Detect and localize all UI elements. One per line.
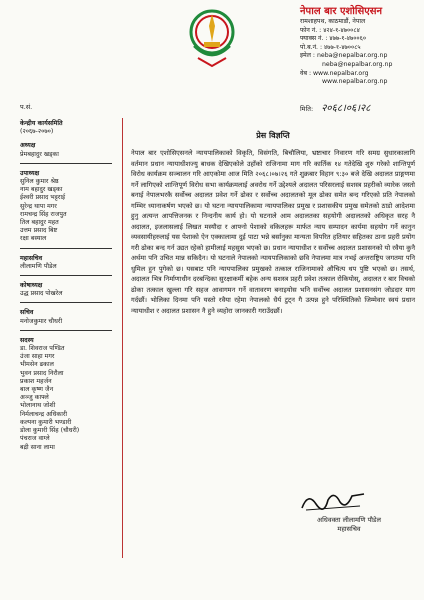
signer-block: [294, 516, 404, 534]
section-heading: उपाध्यक्ष: [20, 169, 40, 177]
section-heading: सदस्य: [20, 336, 34, 344]
divider: [20, 330, 112, 331]
nepal-bar-logo-icon: [188, 6, 236, 70]
org-pobox: पो.ब.नं. : ४७७-१-४७००८५: [300, 43, 361, 51]
member-name: सुरेन्द्र थापा मगर: [20, 202, 57, 210]
divider: [20, 163, 112, 164]
section-heading: अध्यक्ष: [20, 142, 36, 150]
section-heading: महासचिव: [20, 254, 43, 262]
committee-title: केन्द्रीय कार्यसमिति: [20, 120, 63, 127]
member-name: डा. शिवराज पण्डित: [20, 345, 65, 353]
member-name: उंजा साहा मगर: [20, 353, 55, 361]
divider: [20, 302, 112, 303]
org-address: रामशाहपथ, काठमाडौं, नेपाल: [300, 18, 366, 25]
org-email-row: [300, 52, 420, 61]
committee-term: (२०६७-२०७०): [20, 128, 54, 136]
member-name: भुवन प्रसाद निरौला: [20, 369, 64, 377]
divider: [20, 275, 112, 276]
reference-label: प.सं.: [20, 103, 33, 111]
member-name: रक्षा बस्याल: [20, 235, 47, 243]
org-contact-block: [300, 6, 420, 87]
signer-designation: महासचिव: [337, 525, 361, 533]
org-web-row: [300, 70, 420, 79]
member-name: मनोजकुमार चौधरी: [20, 317, 63, 325]
org-fax: फ्याक्स नं. : ४७७-१-४७००६०: [300, 35, 367, 43]
web-1[interactable]: www.nepalbar.org: [313, 69, 369, 77]
member-name: निर्मलाचन्द्र अधिकारी: [20, 410, 68, 418]
member-name: डोला कुमारी सिंह (चौधरी): [20, 427, 80, 435]
committee-sidebar: [20, 120, 115, 452]
date-row: [300, 100, 370, 114]
member-name: कल्पना कुमारी भण्डारी: [20, 418, 72, 426]
section-heading: कोषाध्यक्ष: [20, 282, 43, 290]
member-name: पंचराज वाग्ले: [20, 435, 50, 443]
member-name: तिल बहादुर महत: [20, 219, 59, 227]
vertical-divider: [122, 118, 123, 558]
org-name: नेपाल बार एशोसिएसन: [300, 6, 383, 17]
page-title: प्रेस विज्ञप्ति: [256, 131, 290, 140]
member-name: बद्री साना लामा: [20, 443, 55, 451]
date-value: २०६८।०६।२८: [321, 103, 371, 114]
member-name: लीलामणि पौडेल: [20, 262, 57, 270]
member-name: ईश्वरी प्रसाद भट्टराई: [20, 194, 66, 202]
member-name: अञ्जु काफ्ले: [20, 394, 49, 402]
member-name: भीमसेन ढकाल: [20, 361, 54, 369]
signature-icon: [298, 486, 368, 514]
signer-name: अधिवक्ता लीलामणि पौडेल: [317, 516, 381, 524]
member-name: उद्ध प्रसाद पोखरेल: [20, 290, 63, 298]
email-label: इमेल :: [300, 52, 315, 60]
member-name: रामचन्द्र सिंह राजपुत: [20, 210, 67, 218]
member-name: उत्तम प्रसाद बिष्ट: [20, 227, 58, 235]
email-1[interactable]: neba@nepalbar.org.np: [316, 52, 388, 60]
member-name: नाम बहादुर खड्का: [20, 186, 63, 194]
member-name: सुनिल कुमार श्रेष्ठ: [20, 178, 59, 186]
divider: [20, 248, 112, 249]
date-label: मिति:: [300, 105, 314, 113]
member-name: प्रकाश महर्जन: [20, 377, 52, 385]
section-heading: सचिव: [20, 309, 34, 317]
member-name: भोलानाथ जोशी: [20, 402, 56, 410]
member-name: बाल कृष्ण जैन: [20, 386, 54, 394]
web-2[interactable]: www.nepalbar.org.np: [322, 78, 388, 86]
web-label: वेब :: [300, 69, 312, 77]
member-name: प्रेमबहादुर खड्का: [20, 150, 59, 158]
press-release-body: नेपाल बार एशोसिएसनले न्यायपालिकाको विकृति, विसंगति, बिचौलिया, भ्रष्टाचार निवारण गरि समग्र सुधारकालागि वर्तमान प्रधान न्यायाधीशज्यु बाधक देखिएकोले उहाँको राजिनामा माग गरि कार्तिक १४ गतेदेखि शुरु गरेको शान्तिपूर्ण विरोध कार्यक्रम सञ्चालन गरि आएकोमा आज मिति २०६८।०७।२६ गते शुक्रबार विहान ९:३० बजे देखि अदालत प्राङ्गणमा गर्ने लागिएको शान्तिपूर्ण विरोध सभा कार्यक्रमलाई अवरोध गर्ने उद्देश्यले अदालत परिसरलाई सशस्त्र प्रहरीको व्यारेक जस्तो बनाई नेपालभरकै सर्वोच्च अदालत प्रवेश गर्ने ढोका र सर्वोच्च अदालतको मूल ढोका समेत बन्द गरिएको प्रति नेपालको गम्भिर ध्यानाकर्षण भएको छ। यो घटना न्यायपालिकामा न्यायपालिका प्रमुख र प्रशासकीय प्रमुख समेतको ठाडो आदेशमा हुनु अत्यन्त आपत्तिजनक र निन्दनीय कार्य हो। यो घटनाले आम अदालतका सहयोगी अदालतको अधिकृत सरह नै अदालत, इजलासलाई लिखत मस्यौदा र आफ्नो पेशाको वकिलहरू मार्फत न्याय सम्पादन कार्यमा सहयोग गर्ने कानुन व्यवसायीहरुलाई यस पेशाको ऐन एक्कालामा दुई पाटा भन्ने बर्सानुका मान्यता विपरित हतियार सहितका ठाना प्रहरी प्रयोग गरी ढोका बन्द गर्न उद्यत रहेको हामीलाई महसुस भएको छ। प्रधान न्यायाधीश र सर्वोच्च अदालत प्रशासनको यो रवैया कुनै अर्थमा पनि उचित मान्न सकिदैन। यो घटनाले नेपालको न्यायपालिकाको छवि नेपालमा मात्र नभई अन्तराष्ट्रिय जगतमा पनि धुमिल हुन पुगेको छ। यसबाट पनि न्यायपालिका प्रमुखको तत्काल राजिनामाको औचित्य थप पुष्टि भएको छ। तसर्थ, अदालत भित्र निर्माणाधीन दरबन्दिका सुरक्षाकर्मी बहेक अन्य सशस्त्र प्रहरी प्रवेश तत्काल रोकियोस्, अदालत र बार विचको ढोका तत्काल खुल्ला गरि सहज आवागमन गर्ने वातावरण बनाइयोस भनि सर्वोच्च अदालत प्रशासनसंग जोडदार माग गर्दछौं। भोलिका दिनमा पनि यस्तो रवैया रहेमा नेपालको धैर्य टुट्न गै उत्पन्न हुने परिस्थितिको जिम्मेवार स्वयं प्रधान न्यायाधीश र अदालत प्रशासन नै हुने व्यहोरा जानकारी गराउँदछौं।: [131, 149, 415, 315]
org-phone: फोन नं. : ४२४-१-४७००८४: [300, 26, 360, 34]
email-2[interactable]: neba@nepalbar.org.np: [322, 60, 393, 68]
